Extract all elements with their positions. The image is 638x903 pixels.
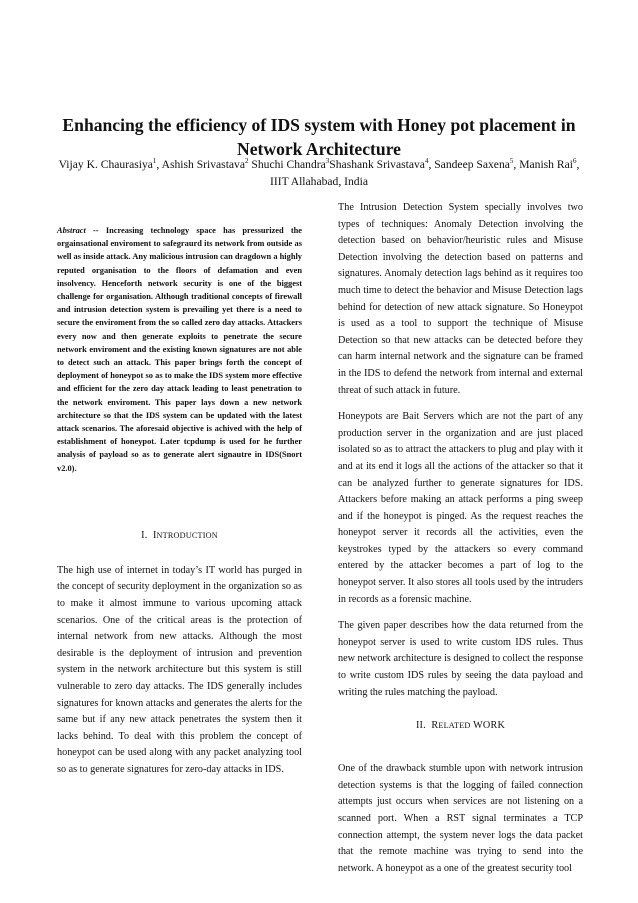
section-heading-introduction: [57, 529, 302, 543]
author-name: Shuchi Chandra: [251, 158, 326, 171]
section-number: II.: [415, 720, 426, 732]
ids-paragraph: The Intrusion Detection System specially involves two types of techniques: Anomaly Detection involving the detection based on behavior/heuristic rules and Misuse Detection involving the detection based on patterns and signatures. Anomaly detection lags behind as it requires too much time to detect the behavior and Misuse Detection lags behind for detection of new attack signature. So Honeypot is used as a tool to support the technique of Misuse Detection so that new attacks can be detected before they can harm internal network and the signature can be framed in the IDS to defend the network from internal and external threat of such attack in future.: [338, 202, 583, 396]
author-mark: 3: [325, 157, 330, 165]
abstract: [57, 224, 302, 475]
section-title-word: WORK: [473, 720, 506, 732]
section-heading-related-work: [338, 719, 583, 733]
author-name: Manish Rai: [519, 158, 573, 171]
author-name: Ashish Srivastava: [161, 158, 245, 171]
paper-description-paragraph: The given paper describes how the data returned from the honeypot server is used to write custom IDS rules. Thus new network architecture is designed to collect the response to write custom IDS rules by seeing the data payload and writing the rules matching the payload.: [338, 620, 583, 698]
section-title-initial: R: [431, 720, 439, 732]
section-title-rest: ELATED: [438, 721, 471, 731]
paper-title: Enhancing the efficiency of IDS system with Honey pot placement in Network Architecture: [62, 115, 576, 159]
abstract-label: Abstract --: [57, 226, 99, 235]
author-mark: 4: [424, 157, 429, 165]
author-mark: 1: [152, 157, 157, 165]
section-title-rest: NTRODUCTION: [156, 530, 218, 540]
author-name: Shashank Srivastava: [329, 158, 425, 171]
honeypot-paragraph: Honeypots are Bait Servers which are not the part of any production server in the organization and are just placed isolated so as to attract the attackers to plug and play with it and at its end it logs all the actions of the attacker so that it can be analyzed further to generate signatures for IDS. Attackers before making an attack performs a ping sweep and if the honeypot is pinged. As the request reaches the honeypot server it records all the activities, even the keystrokes typed by the attackers so every command entered by the attacker becomes a part of log to the honeypot server. It also stores all tools used by the intruders in records as a forensic machine.: [338, 411, 583, 605]
abstract-text: Increasing technology space has pressurized the orgainsational enviroment to safegraurd its network from outside as well as inside attack. Any malicious intrusion can dragdown a highly reputed organisation to the floors of defamation and even insolvency. Henceforth network security is one of the biggest challenge for organisation. Although traditional concepts of firewall and intrusion detection system is prevailing yet there is a need to secure the enviroment from the so called zero day attacks. Attackers every now and then generate exploits to penetrate the secure network enviroment and the existing known signatures are not able to detect such an attack. This paper brings forth the concept of deployment of honeypot so as to make the IDS system more effective and efficient for the zero day attack leading to least penetration to the network enviroment. This paper lays down a new network architecture so that the IDS system can be updated with the latest attack scenarios. The aforesaid objective is achived with the help of establishment of honeypot. Later tcpdump is used for he further analysis of payload so as to generate alert signautre in IDS(Snort v2.0).: [57, 226, 303, 473]
author-name: Sandeep Saxena: [434, 158, 510, 171]
section-number: I.: [141, 529, 148, 541]
affiliation: IIIT Allahabad, India: [270, 175, 368, 188]
intro-paragraph: The high use of internet in today’s IT world has purged in the concept of security deployment in the organization so as to make it almost immune to various upcoming attack scenarios. One of the critical areas is the protection of internal network from new attacks. Although the most desirable is the deployment of intrusion and prevention system in the network architecture but this system is still vulnerable to zero day attacks. The IDS generally includes signatures for known attacks and generates the alerts for the same but if any new attack penetrates the system then it lacks behind. To deal with this problem the concept of honeypot can be used along with any packet analyzing tool so as to generate signatures for zero-day attacks in IDS.: [57, 564, 302, 775]
author-name: Vijay K. Chaurasiya: [58, 158, 153, 171]
author-mark: 6: [572, 157, 577, 165]
section-title-initial: I: [152, 529, 157, 541]
author-list: Vijay K. Chaurasiya$^1$, Ashish Srivastava$^2$ Shuchi Chandra$^3$Shashank Srivastava$^4$, Sandeep Saxena$^5$, Manish Rai$^6$,: [58, 157, 580, 171]
left-column: [57, 224, 302, 779]
author-mark: 2: [245, 157, 249, 165]
author-mark: 5: [509, 157, 514, 165]
right-column: [338, 200, 583, 877]
related-work-paragraph: One of the drawback stumble upon with network intrusion detection systems is that the logging of failed connection attempts just occurs when services are not listening on a scanned port. When a RST signal terminates a TCP connection attempt, the system never logs the data packet that the remote machine was trying to send into the network. A honeypot as a one of the greatest security tool: [338, 763, 583, 874]
